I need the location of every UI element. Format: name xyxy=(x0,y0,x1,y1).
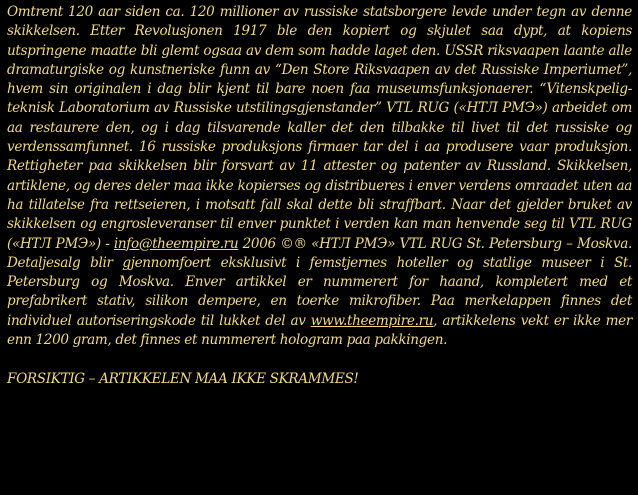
body-text-part-1: Omtrent 120 aar siden ca. 120 millioner av russiske statsborgere levde under tegn av denne skikkelsen. Etter Revolusjonen 1917 ble den kopiert og skjulet saa dypt, at kopiens utspringene maatte bli glemt ogsaa av dem som hadde laget den. USSR riksvaapen laante alle dramaturgiske og kunstneriske funn av “Den Store Riksvaapen av det Russiske Imperiumet”, hvem sin originalen i dag blir kjent til bare noen faa museumsfunksjonaerer. “Vitenskpelig-teknisk Laboratorium av Russiske utstilingsgjenstander” VTL RUG («НТЛ РМЭ») arbeidet om aa restaurere den, og i dag tilsvarende kaller det den tilbakke til livet til det russiske og verdenssamfunnet. 16 russiske produksjons firmaer tar del i aa produsere vaar produksjon. Rettigheter paa skikkelsen blir forsvart av 11 attester og patenter av Russland. Skikkelsen, artiklene, og deres deler maa ikke kopierses og distribueres i enver verdens omraadet uten aa ha tillatelse fra rettseieren, i motsatt fall skal dette bli straffbart. Naar det gjelder bruket av skikkelsen og engrosleveranser til enver punktet i verden kan man henvende seg til VTL RUG («НТЛ РМЭ») - xyxy=(7,4,632,252)
warning-text: FORSIKTIG – ARTIKKELEN MAA IKKE SKRAMMES! xyxy=(7,371,359,388)
email-link[interactable]: info@theempire.ru xyxy=(113,235,239,252)
website-link[interactable]: www.theempire.ru xyxy=(310,312,434,329)
document-page xyxy=(7,3,632,390)
body-text-part-3: , artikkelens vekt er ikke mer enn 1200 gram, det finnes et nummerert hologram paa pakkingen. xyxy=(7,312,632,349)
body-text-part-2: 2006 ©® «НТЛ РМЭ» VTL RUG St. Petersburg – Moskva. Detaljesalg blir gjennomfoert eksklusivt i femstjernes hoteller og statlige museer i St. Petersburg og Moskva. Enver artikkel er nummerert for haand, kompletert med et prefabrikert stativ, silikon dempere, en toerke mikrofiber. Paa merkelappen finnes det individuel autoriseringskode til lukket del av xyxy=(7,235,632,329)
main-paragraph xyxy=(7,3,632,350)
